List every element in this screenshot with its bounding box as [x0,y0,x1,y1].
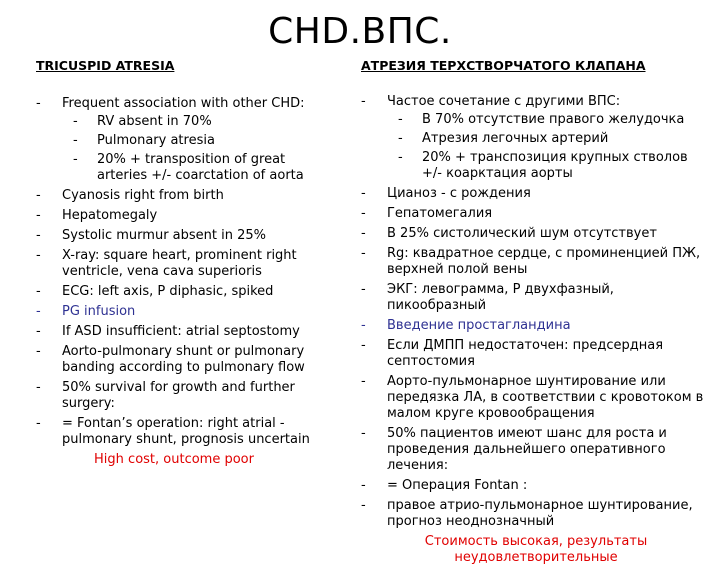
list-item: - Systolic murmur absent in 25% [36,228,332,244]
list-item: - Цианоз - с рождения [361,186,711,202]
list-item: - If ASD insufficient: atrial septostomy [36,324,332,340]
russian-footer: Стоимость высокая, результаты неудовлетворительные [424,534,648,565]
list-item-highlight: - PG infusion [36,304,332,320]
english-footer: High cost, outcome poor [94,452,254,467]
list-item: - ЭКГ: левограмма, P двухфазный, пикообразный [361,282,711,314]
sub-item: - RV absent in 70% [67,114,332,130]
list-item: - 50% survival for growth and further surgery: [36,380,332,412]
russian-list [361,94,711,530]
english-list [36,96,332,448]
list-item: - Аорто-пульмонарное шунтирование или передязка ЛА, в соответствии с кровотоком в малом круге кровообращения [361,374,711,422]
sub-item: - Pulmonary atresia [67,133,332,149]
sub-list [62,114,332,184]
list-item: - В 25% систолический шум отсутствует [361,226,711,242]
english-heading: TRICUSPID ATRESIA [36,58,175,73]
list-item: - X-ray: square heart, prominent right ventricle, vena cava superioris [36,248,332,280]
russian-column [361,58,711,566]
list-item: - Гепатомегалия [361,206,711,222]
sub-item: - В 70% отсутствие правого желудочка [392,112,711,128]
list-item: - Cyanosis right from birth [36,188,332,204]
list-item: - Aorto-pulmonary shunt or pulmonary banding according to pulmonary flow [36,344,332,376]
list-item: - Rg: квадратное сердце, с проминенцией ПЖ, верхней полой вены [361,246,711,278]
sub-item: - Атрезия легочных артерий [392,131,711,147]
list-item-highlight: - Введение простагландина [361,318,711,334]
intro-text: Частое сочетание с другими ВПС: [387,94,621,109]
list-item: - = Операция Fontan : [361,478,711,494]
sub-item: - 20% + transposition of great arteries +/- coarctation of aorta [67,152,332,184]
list-item: - ECG: left axis, P diphasic, spiked [36,284,332,300]
russian-heading: АТРЕЗИЯ ТЕРХСТВОРЧАТОГО КЛАПАНА [361,58,646,73]
list-item: - Hepatomegaly [36,208,332,224]
list-item: - 50% пациентов имеют шанс для роста и проведения дальнейшего оперативного лечения: [361,426,711,474]
sub-list [387,112,711,182]
list-item: - Если ДМПП недостаточен: предсердная септостомия [361,338,711,370]
list-item: - правое атрио-пульмонарное шунтирование, прогноз неоднозначный [361,498,711,530]
list-item [361,94,711,182]
list-item: - = Fontan’s operation: right atrial - pulmonary shunt, prognosis uncertain [36,416,332,448]
sub-item: - 20% + транспозиция крупных стволов +/- коарктация аорты [392,150,711,182]
intro-text: Frequent association with other CHD: [62,96,305,111]
list-item [36,96,332,184]
slide-title: CHD.ВПС. [268,11,452,52]
english-column [36,58,332,468]
